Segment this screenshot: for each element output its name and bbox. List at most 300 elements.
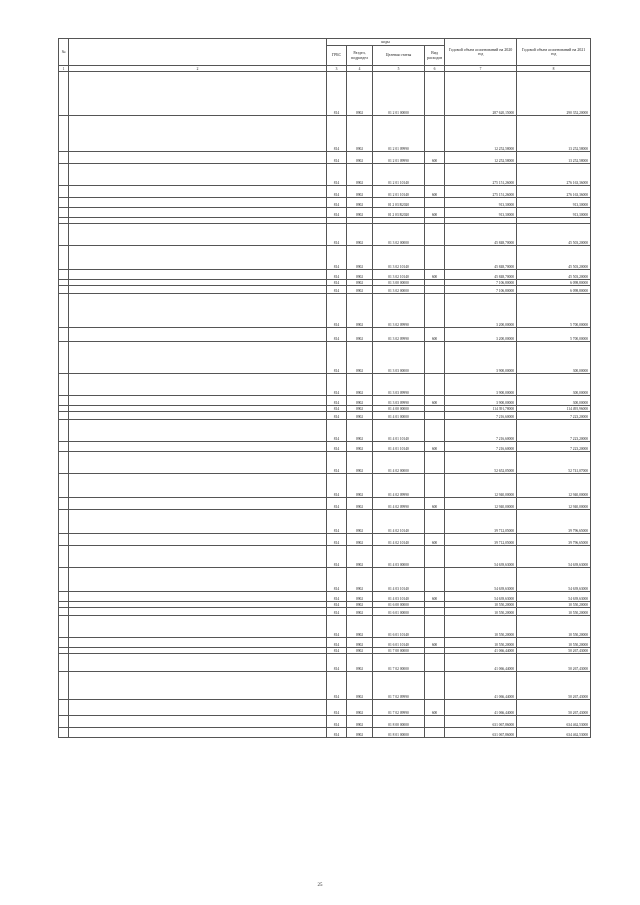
row-number-cell	[59, 72, 69, 116]
row-sum-2021-cell: 114 495,96000	[517, 406, 591, 412]
row-number-cell	[59, 198, 69, 208]
row-number-cell	[59, 328, 69, 342]
row-grbs-cell: 814	[327, 592, 347, 602]
row-sum-2021-cell: 54 639,63000	[517, 546, 591, 568]
table-row	[59, 198, 591, 208]
table-row	[59, 616, 591, 638]
row-description-cell	[69, 328, 327, 342]
row-target-article-cell: 01 4 02 10140	[373, 510, 425, 534]
row-razdel-cell: 0902	[347, 396, 373, 406]
row-razdel-cell: 0902	[347, 672, 373, 700]
row-grbs-cell: 814	[327, 224, 347, 246]
row-target-article-cell: 01 7 00 00000	[373, 648, 425, 654]
row-description-cell	[69, 568, 327, 592]
row-number-cell	[59, 224, 69, 246]
row-grbs-cell: 814	[327, 700, 347, 716]
row-description-cell	[69, 342, 327, 374]
row-number-cell	[59, 164, 69, 186]
row-sum-2021-cell: 300,00000	[517, 396, 591, 406]
row-description-cell	[69, 396, 327, 406]
table-row	[59, 152, 591, 164]
row-description-cell	[69, 412, 327, 420]
table-row	[59, 116, 591, 152]
row-expense-type-cell	[425, 716, 445, 728]
column-header-codes: коды	[327, 39, 445, 46]
row-sum-2020-cell: 41 066,44000	[445, 654, 517, 672]
table-row	[59, 592, 591, 602]
row-number-cell	[59, 294, 69, 328]
row-description-cell	[69, 164, 327, 186]
row-description-cell	[69, 534, 327, 546]
table-row	[59, 654, 591, 672]
table-row	[59, 246, 591, 270]
row-target-article-cell: 01 4 02 09990	[373, 474, 425, 498]
row-expense-type-cell	[425, 654, 445, 672]
row-expense-type-cell: 600	[425, 328, 445, 342]
row-razdel-cell: 0902	[347, 406, 373, 412]
row-target-article-cell: 01 8 01 00000	[373, 728, 425, 738]
row-target-article-cell: 01 4 02 10140	[373, 534, 425, 546]
row-grbs-cell: 814	[327, 152, 347, 164]
row-number-cell	[59, 498, 69, 510]
row-target-article-cell: 01 3 00 00000	[373, 280, 425, 286]
row-sum-2020-cell: 54 639,63000	[445, 568, 517, 592]
row-grbs-cell: 814	[327, 452, 347, 474]
row-sum-2020-cell: 39 712,05000	[445, 534, 517, 546]
row-number-cell	[59, 186, 69, 198]
row-sum-2020-cell: 12 940,00000	[445, 498, 517, 510]
row-sum-2021-cell: 10 550,20000	[517, 616, 591, 638]
row-description-cell	[69, 608, 327, 616]
table-row	[59, 474, 591, 498]
row-expense-type-cell: 600	[425, 700, 445, 716]
row-grbs-cell: 814	[327, 280, 347, 286]
table-row	[59, 442, 591, 452]
row-sum-2021-cell: 52 741,07000	[517, 452, 591, 474]
row-grbs-cell: 814	[327, 672, 347, 700]
row-sum-2020-cell: 12 940,00000	[445, 474, 517, 498]
column-header-description	[69, 39, 327, 66]
row-razdel-cell: 0902	[347, 442, 373, 452]
row-sum-2021-cell: 300,00000	[517, 342, 591, 374]
row-target-article-cell: 01 6 01 10140	[373, 616, 425, 638]
row-grbs-cell: 814	[327, 648, 347, 654]
table-row	[59, 164, 591, 186]
row-sum-2020-cell: 45 848,70000	[445, 270, 517, 280]
row-target-article-cell: 01 4 03 10140	[373, 592, 425, 602]
row-description-cell	[69, 270, 327, 280]
row-sum-2020-cell: 3 900,00000	[445, 396, 517, 406]
row-number-cell	[59, 546, 69, 568]
row-expense-type-cell: 600	[425, 152, 445, 164]
row-grbs-cell: 814	[327, 546, 347, 568]
row-sum-2020-cell: 54 639,63000	[445, 546, 517, 568]
row-description-cell	[69, 616, 327, 638]
column-header-razdel: Раздел, подраздел	[347, 46, 373, 66]
row-number-cell	[59, 270, 69, 280]
row-expense-type-cell: 600	[425, 442, 445, 452]
row-description-cell	[69, 474, 327, 498]
row-sum-2021-cell: 45 503,20000	[517, 270, 591, 280]
row-target-article-cell: 01 6 01 00000	[373, 608, 425, 616]
table-row	[59, 716, 591, 728]
row-sum-2021-cell: 54 639,63000	[517, 568, 591, 592]
row-target-article-cell: 01 3 02 00000	[373, 286, 425, 294]
row-grbs-cell: 814	[327, 374, 347, 396]
row-expense-type-cell: 600	[425, 270, 445, 280]
row-sum-2020-cell: 10 550,20000	[445, 602, 517, 608]
row-expense-type-cell	[425, 672, 445, 700]
row-razdel-cell: 0902	[347, 648, 373, 654]
row-number-cell	[59, 672, 69, 700]
row-sum-2020-cell: 12 252,58000	[445, 152, 517, 164]
row-grbs-cell: 814	[327, 342, 347, 374]
row-number-cell	[59, 474, 69, 498]
table-row	[59, 546, 591, 568]
row-description-cell	[69, 374, 327, 396]
row-sum-2021-cell: 45 503,20000	[517, 224, 591, 246]
row-grbs-cell: 814	[327, 498, 347, 510]
row-razdel-cell: 0902	[347, 72, 373, 116]
row-sum-2020-cell: 41 066,44000	[445, 648, 517, 654]
column-index-cell: 1	[59, 66, 69, 72]
row-description-cell	[69, 72, 327, 116]
row-sum-2020-cell: 45 848,70000	[445, 224, 517, 246]
column-header-grbs: ГРБС	[327, 46, 347, 66]
row-target-article-cell: 01 3 02 09990	[373, 294, 425, 328]
table-row	[59, 412, 591, 420]
row-number-cell	[59, 342, 69, 374]
row-number-cell	[59, 568, 69, 592]
row-grbs-cell: 814	[327, 198, 347, 208]
row-grbs-cell: 814	[327, 638, 347, 648]
column-header-number: №	[59, 39, 69, 66]
row-expense-type-cell	[425, 164, 445, 186]
row-description-cell	[69, 728, 327, 738]
row-description-cell	[69, 286, 327, 294]
row-razdel-cell: 0902	[347, 374, 373, 396]
row-description-cell	[69, 198, 327, 208]
row-target-article-cell: 01 4 01 10140	[373, 420, 425, 442]
table-row	[59, 608, 591, 616]
column-header-target-article: Целевая статья	[373, 46, 425, 66]
row-razdel-cell: 0902	[347, 638, 373, 648]
row-target-article-cell: 01 3 03 09990	[373, 396, 425, 406]
row-sum-2020-cell: 631 067,86000	[445, 728, 517, 738]
row-target-article-cell: 01 6 01 10140	[373, 638, 425, 648]
table-row	[59, 208, 591, 218]
row-razdel-cell: 0902	[347, 328, 373, 342]
table-row	[59, 728, 591, 738]
row-sum-2021-cell: 13 252,58000	[517, 152, 591, 164]
row-razdel-cell: 0902	[347, 208, 373, 218]
row-grbs-cell: 814	[327, 474, 347, 498]
row-expense-type-cell	[425, 728, 445, 738]
row-number-cell	[59, 452, 69, 474]
row-expense-type-cell	[425, 546, 445, 568]
column-index-cell: 3	[327, 66, 347, 72]
row-sum-2021-cell: 13 252,58000	[517, 116, 591, 152]
row-sum-2021-cell: 50 267,43000	[517, 672, 591, 700]
row-target-article-cell: 01 3 02 09990	[373, 328, 425, 342]
row-number-cell	[59, 420, 69, 442]
row-target-article-cell: 01 2 01 09990	[373, 152, 425, 164]
row-expense-type-cell	[425, 224, 445, 246]
row-sum-2021-cell: 5 700,00000	[517, 328, 591, 342]
row-number-cell	[59, 728, 69, 738]
row-grbs-cell: 814	[327, 72, 347, 116]
row-razdel-cell: 0902	[347, 420, 373, 442]
table-row	[59, 510, 591, 534]
row-sum-2021-cell: 50 267,43000	[517, 648, 591, 654]
row-description-cell	[69, 672, 327, 700]
row-sum-2020-cell: 41 066,44000	[445, 700, 517, 716]
row-target-article-cell: 01 4 00 00000	[373, 406, 425, 412]
row-expense-type-cell	[425, 72, 445, 116]
row-razdel-cell: 0902	[347, 452, 373, 474]
row-expense-type-cell	[425, 246, 445, 270]
row-expense-type-cell: 600	[425, 208, 445, 218]
row-description-cell	[69, 246, 327, 270]
row-sum-2020-cell: 54 639,63000	[445, 592, 517, 602]
row-grbs-cell: 814	[327, 164, 347, 186]
row-razdel-cell: 0902	[347, 568, 373, 592]
row-number-cell	[59, 592, 69, 602]
row-sum-2021-cell: 290 352,20000	[517, 72, 591, 116]
row-sum-2021-cell: 12 940,00000	[517, 474, 591, 498]
table-row	[59, 452, 591, 474]
table-row	[59, 342, 591, 374]
row-grbs-cell: 814	[327, 534, 347, 546]
row-sum-2021-cell: 276 163,36000	[517, 186, 591, 198]
row-sum-2020-cell: 3 200,00000	[445, 328, 517, 342]
column-index-cell: 4	[347, 66, 373, 72]
table-row	[59, 700, 591, 716]
row-grbs-cell: 814	[327, 728, 347, 738]
row-target-article-cell: 01 2 01 00000	[373, 72, 425, 116]
row-grbs-cell: 814	[327, 616, 347, 638]
row-description-cell	[69, 116, 327, 152]
row-description-cell	[69, 420, 327, 442]
row-target-article-cell: 01 4 01 00000	[373, 412, 425, 420]
row-sum-2021-cell: 39 796,65000	[517, 534, 591, 546]
table-header-row	[59, 39, 591, 46]
row-target-article-cell: 01 2 01 10140	[373, 164, 425, 186]
row-sum-2020-cell: 10 550,20000	[445, 638, 517, 648]
row-target-article-cell: 01 3 02 00000	[373, 224, 425, 246]
row-razdel-cell: 0902	[347, 342, 373, 374]
row-grbs-cell: 814	[327, 412, 347, 420]
row-description-cell	[69, 452, 327, 474]
row-razdel-cell: 0902	[347, 294, 373, 328]
row-sum-2021-cell: 10 550,20000	[517, 602, 591, 608]
row-description-cell	[69, 442, 327, 452]
row-grbs-cell: 814	[327, 602, 347, 608]
row-number-cell	[59, 716, 69, 728]
row-description-cell	[69, 152, 327, 164]
row-sum-2020-cell: 41 066,44000	[445, 672, 517, 700]
row-target-article-cell: 01 3 03 00000	[373, 342, 425, 374]
row-sum-2021-cell: 10 550,20000	[517, 608, 591, 616]
table-row	[59, 568, 591, 592]
row-expense-type-cell	[425, 342, 445, 374]
table-row	[59, 328, 591, 342]
row-sum-2021-cell: 913,30000	[517, 208, 591, 218]
row-number-cell	[59, 654, 69, 672]
row-razdel-cell: 0902	[347, 592, 373, 602]
row-sum-2020-cell: 275 151,26000	[445, 186, 517, 198]
row-razdel-cell: 0902	[347, 716, 373, 728]
row-razdel-cell: 0902	[347, 152, 373, 164]
row-sum-2021-cell: 913,30000	[517, 198, 591, 208]
row-razdel-cell: 0902	[347, 546, 373, 568]
row-target-article-cell: 01 4 03 10140	[373, 568, 425, 592]
row-expense-type-cell: 600	[425, 186, 445, 198]
row-target-article-cell: 01 4 01 10140	[373, 442, 425, 452]
row-sum-2020-cell: 7 106,80000	[445, 286, 517, 294]
row-sum-2021-cell: 10 550,20000	[517, 638, 591, 648]
row-grbs-cell: 814	[327, 270, 347, 280]
table-row	[59, 270, 591, 280]
row-grbs-cell: 814	[327, 654, 347, 672]
row-grbs-cell: 814	[327, 510, 347, 534]
row-number-cell	[59, 396, 69, 406]
row-sum-2021-cell: 50 267,43000	[517, 700, 591, 716]
table-row	[59, 72, 591, 116]
table-row	[59, 638, 591, 648]
table-row	[59, 374, 591, 396]
row-grbs-cell: 814	[327, 608, 347, 616]
row-description-cell	[69, 294, 327, 328]
row-number-cell	[59, 608, 69, 616]
row-number-cell	[59, 534, 69, 546]
row-description-cell	[69, 700, 327, 716]
row-grbs-cell: 814	[327, 116, 347, 152]
row-expense-type-cell: 600	[425, 592, 445, 602]
row-description-cell	[69, 186, 327, 198]
row-grbs-cell: 814	[327, 396, 347, 406]
row-sum-2020-cell: 39 712,05000	[445, 510, 517, 534]
table-row	[59, 672, 591, 700]
row-razdel-cell: 0902	[347, 510, 373, 534]
budget-appropriations-table	[58, 38, 591, 738]
row-razdel-cell: 0902	[347, 608, 373, 616]
row-grbs-cell: 814	[327, 246, 347, 270]
row-grbs-cell: 814	[327, 208, 347, 218]
table-row	[59, 534, 591, 546]
row-sum-2020-cell: 3 200,00000	[445, 294, 517, 328]
row-expense-type-cell	[425, 608, 445, 616]
row-sum-2020-cell: 114 391,78000	[445, 406, 517, 412]
column-index-cell: 8	[517, 66, 591, 72]
row-expense-type-cell	[425, 452, 445, 474]
row-number-cell	[59, 116, 69, 152]
row-sum-2020-cell: 913,30000	[445, 208, 517, 218]
row-razdel-cell: 0902	[347, 116, 373, 152]
row-number-cell	[59, 700, 69, 716]
row-target-article-cell: 01 3 02 10140	[373, 270, 425, 280]
row-description-cell	[69, 510, 327, 534]
row-sum-2020-cell: 10 550,20000	[445, 608, 517, 616]
row-razdel-cell: 0902	[347, 654, 373, 672]
table-row	[59, 396, 591, 406]
row-razdel-cell: 0902	[347, 498, 373, 510]
table-row	[59, 286, 591, 294]
column-index-cell: 5	[373, 66, 425, 72]
row-target-article-cell: 01 6 00 00000	[373, 602, 425, 608]
row-sum-2021-cell: 7 223,20000	[517, 412, 591, 420]
row-razdel-cell: 0902	[347, 534, 373, 546]
row-description-cell	[69, 654, 327, 672]
column-index-cell: 6	[425, 66, 445, 72]
row-sum-2020-cell: 7 216,60000	[445, 420, 517, 442]
row-number-cell	[59, 152, 69, 164]
budget-table-sheet	[58, 38, 590, 738]
row-grbs-cell: 814	[327, 568, 347, 592]
table-row	[59, 224, 591, 246]
row-grbs-cell: 814	[327, 406, 347, 412]
row-number-cell	[59, 510, 69, 534]
row-sum-2020-cell: 52 652,05000	[445, 452, 517, 474]
row-expense-type-cell	[425, 568, 445, 592]
row-number-cell	[59, 616, 69, 638]
column-index-cell: 7	[445, 66, 517, 72]
row-description-cell	[69, 208, 327, 218]
row-razdel-cell: 0902	[347, 700, 373, 716]
row-expense-type-cell	[425, 510, 445, 534]
row-sum-2021-cell: 5 700,00000	[517, 294, 591, 328]
row-expense-type-cell	[425, 412, 445, 420]
row-sum-2020-cell: 45 848,70000	[445, 246, 517, 270]
row-razdel-cell: 0902	[347, 198, 373, 208]
row-expense-type-cell	[425, 374, 445, 396]
table-row	[59, 420, 591, 442]
row-sum-2020-cell: 12 252,58000	[445, 116, 517, 152]
row-expense-type-cell	[425, 616, 445, 638]
row-sum-2020-cell: 275 151,26000	[445, 164, 517, 186]
column-header-expense-type: Вид расходов	[425, 46, 445, 66]
row-grbs-cell: 814	[327, 328, 347, 342]
table-row	[59, 186, 591, 198]
row-razdel-cell: 0902	[347, 728, 373, 738]
row-sum-2020-cell: 631 067,86000	[445, 716, 517, 728]
row-razdel-cell: 0902	[347, 164, 373, 186]
row-expense-type-cell	[425, 420, 445, 442]
row-expense-type-cell	[425, 198, 445, 208]
row-number-cell	[59, 412, 69, 420]
row-sum-2020-cell: 7 106,80000	[445, 280, 517, 286]
row-sum-2020-cell: 287 620,15000	[445, 72, 517, 116]
row-sum-2021-cell: 50 267,43000	[517, 654, 591, 672]
row-target-article-cell: 01 4 02 09990	[373, 498, 425, 510]
row-expense-type-cell	[425, 286, 445, 294]
row-grbs-cell: 814	[327, 186, 347, 198]
row-sum-2020-cell: 7 216,60000	[445, 442, 517, 452]
page-number: 25	[317, 883, 323, 888]
row-description-cell	[69, 498, 327, 510]
row-expense-type-cell	[425, 116, 445, 152]
row-target-article-cell: 01 8 00 00000	[373, 716, 425, 728]
row-expense-type-cell: 600	[425, 396, 445, 406]
row-sum-2021-cell: 634 462,53000	[517, 716, 591, 728]
row-sum-2020-cell: 10 550,20000	[445, 616, 517, 638]
row-razdel-cell: 0902	[347, 246, 373, 270]
row-number-cell	[59, 374, 69, 396]
row-number-cell	[59, 638, 69, 648]
table-row	[59, 294, 591, 328]
row-razdel-cell: 0902	[347, 616, 373, 638]
row-grbs-cell: 814	[327, 420, 347, 442]
